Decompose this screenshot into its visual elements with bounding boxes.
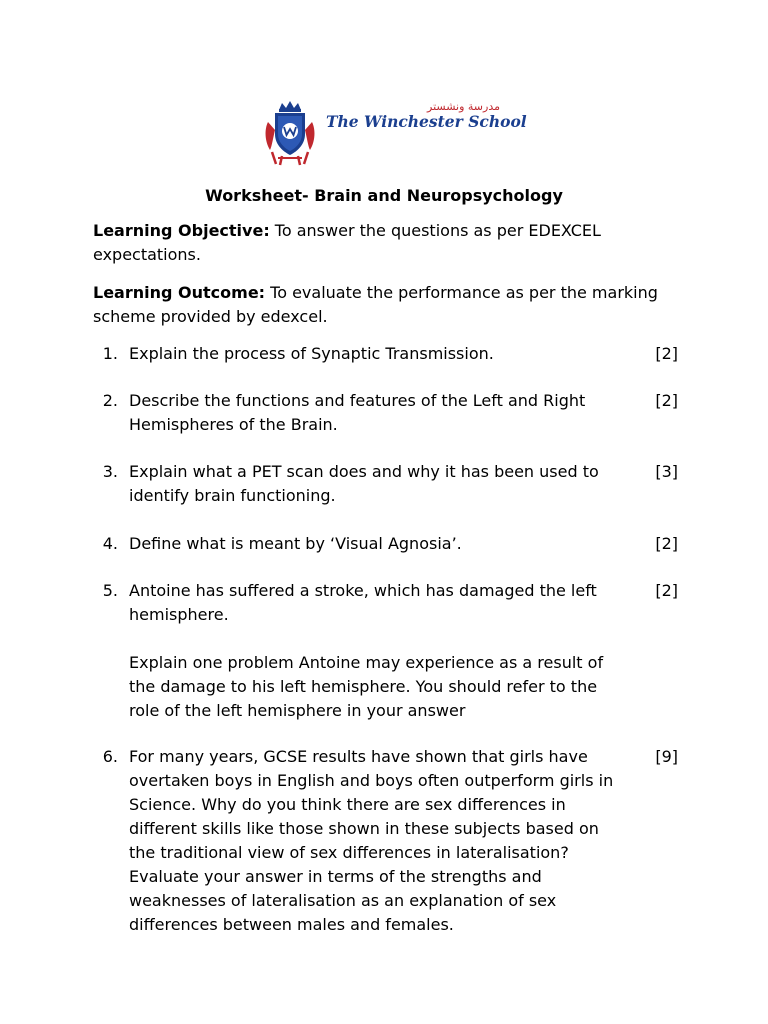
- worksheet-title: Worksheet- Brain and Neuropsychology: [205, 186, 563, 205]
- question-text: Antoine has suffered a stroke, which has damaged the left hemisphere.: [129, 581, 597, 624]
- question-text: Explain what a PET scan does and why it has been used to identify brain functioning.: [129, 462, 599, 505]
- school-logo: [262, 100, 527, 166]
- learning-objective-text: To answer the questions as per EDEXCEL expectations.: [93, 221, 601, 264]
- question-text: Explain the process of Synaptic Transmission.: [129, 344, 494, 363]
- question-number: 5.: [102, 581, 118, 600]
- question-marks: [3]: [655, 462, 678, 481]
- question-marks: [2]: [655, 534, 678, 553]
- question-number: 3.: [102, 462, 118, 481]
- question-number: 2.: [102, 391, 118, 410]
- question-marks: [2]: [655, 344, 678, 363]
- question-number: 6.: [102, 747, 118, 766]
- learning-outcome-label: Learning Outcome:: [93, 283, 266, 302]
- question-marks: [2]: [655, 391, 678, 410]
- question-marks: [9]: [655, 747, 678, 766]
- learning-objective-label: Learning Objective:: [93, 221, 270, 240]
- question-text: For many years, GCSE results have shown that girls have overtaken boys in English and boys often outperform girls in Science. Why do you think there are sex differences in different skills like those shown in these subjects based on the traditional view of sex differences in lateralisation? Evaluate your answer in terms of the strengths and weaknesses of lateralisation as an explanation of sex differences between males and females.: [129, 747, 614, 934]
- learning-outcome-text: To evaluate the performance as per the marking scheme provided by edexcel.: [93, 283, 658, 326]
- school-crest-icon: [262, 100, 318, 166]
- question-marks: [2]: [655, 581, 678, 600]
- question-text: Describe the functions and features of the Left and Right Hemispheres of the Brain.: [129, 391, 586, 434]
- question-number: 4.: [102, 534, 118, 553]
- question-number: 1.: [102, 344, 118, 363]
- learning-outcome: [93, 281, 683, 329]
- learning-objective: [93, 219, 683, 267]
- school-name-arabic: مدرسة ونشستر: [427, 100, 500, 113]
- question-text: Define what is meant by ‘Visual Agnosia’.: [129, 534, 462, 553]
- school-name: The Winchester School: [326, 112, 527, 131]
- question-subtext: Explain one problem Antoine may experience as a result of the damage to his left hemisphere. You should refer to the role of the left hemisphere in your answer: [129, 653, 604, 720]
